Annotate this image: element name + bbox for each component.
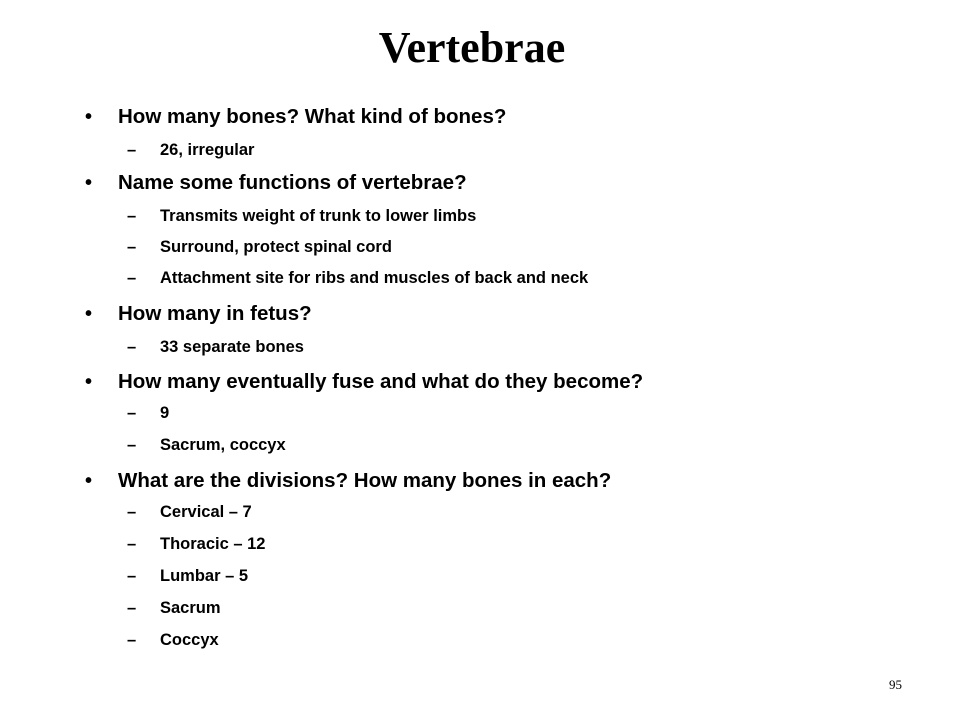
item-text: Thoracic – 12 [160, 535, 266, 553]
answer-division-cervical [127, 501, 252, 523]
item-text: How many bones? What kind of bones? [118, 105, 507, 128]
item-text: Coccyx [160, 631, 219, 649]
dash-marker: – [127, 338, 137, 356]
answer-division-lumbar [127, 565, 249, 587]
dash-marker: – [127, 503, 137, 521]
question-bones-count [85, 104, 507, 130]
item-text: How many in fetus? [118, 302, 312, 325]
bullet-marker: • [85, 303, 93, 325]
item-text: What are the divisions? How many bones in each? [118, 469, 612, 492]
dash-marker: – [127, 404, 137, 422]
dash-marker: – [127, 436, 137, 454]
item-text: Name some functions of vertebrae? [118, 171, 467, 194]
dash-marker: – [127, 599, 137, 617]
bullet-marker: • [85, 470, 93, 492]
item-text: Transmits weight of trunk to lower limbs [160, 207, 477, 225]
answer-division-coccyx [127, 629, 219, 651]
item-text: Attachment site for ribs and muscles of back and neck [160, 269, 589, 287]
answer-function-attachment [127, 267, 589, 289]
answer-division-sacrum [127, 597, 221, 619]
dash-marker: – [127, 567, 137, 585]
item-text: Lumbar – 5 [160, 567, 249, 585]
answer-fetus [127, 336, 304, 358]
dash-marker: – [127, 207, 137, 225]
item-text: Cervical – 7 [160, 503, 252, 521]
item-text: 33 separate bones [160, 338, 304, 356]
slide-title: Vertebrae [378, 23, 566, 72]
item-text: Sacrum [160, 599, 221, 617]
bullet-marker: • [85, 371, 93, 393]
answer-fuse-result [127, 434, 286, 456]
answer-fuse-count [127, 402, 170, 424]
question-divisions [85, 468, 612, 494]
item-text: 26, irregular [160, 141, 255, 159]
item-text: Sacrum, coccyx [160, 436, 286, 454]
dash-marker: – [127, 238, 137, 256]
dash-marker: – [127, 535, 137, 553]
question-functions [85, 170, 467, 196]
item-text: 9 [160, 404, 170, 422]
question-fuse [85, 369, 644, 395]
answer-function-protect [127, 236, 392, 258]
page-number: 95 [889, 677, 902, 692]
bullet-marker: • [85, 172, 93, 194]
answer-function-weight [127, 205, 477, 227]
answer-bones-count [127, 139, 255, 161]
dash-marker: – [127, 269, 137, 287]
dash-marker: – [127, 141, 137, 159]
dash-marker: – [127, 631, 137, 649]
item-text: Surround, protect spinal cord [160, 238, 392, 256]
question-fetus [85, 301, 312, 327]
bullet-marker: • [85, 106, 93, 128]
answer-division-thoracic [127, 533, 266, 555]
item-text: How many eventually fuse and what do they become? [118, 370, 644, 393]
